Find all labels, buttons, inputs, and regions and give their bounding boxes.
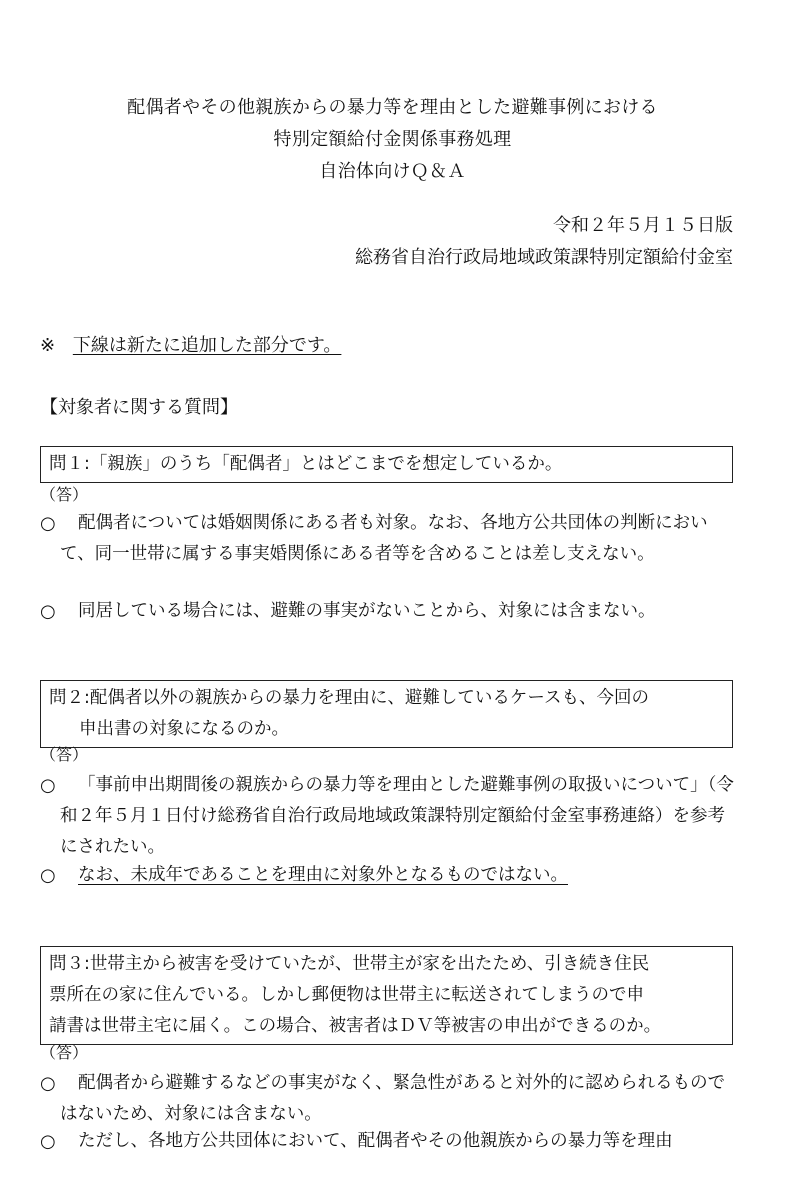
issuing-office: 総務省自治行政局地域政策課特別定額給付金室 — [355, 247, 733, 268]
question-2-line-1: 問２:配偶者以外の親族からの暴力を理由に、避難しているケースも、今回の — [49, 688, 650, 708]
answer-2-1 — [40, 770, 740, 863]
bullet-circle-icon: ○ — [40, 865, 56, 886]
section-heading: 【対象者に関する質問】 — [40, 397, 238, 418]
answer-1-1 — [40, 508, 740, 570]
question-box-1 — [40, 446, 733, 483]
answer-1-2 — [40, 596, 740, 627]
underline-note — [40, 334, 341, 358]
question-3-line-3: 請書は世帯主宅に届く。この場合、被害者はＤＶ等被害の申出ができるのか。 — [49, 1016, 662, 1036]
question-3-line-2: 票所在の家に住んでいる。しかし郵便物は世帯主に転送されてしまうので申 — [49, 985, 644, 1005]
bullet-circle-icon: ○ — [40, 1131, 56, 1152]
bullet-circle-icon: ○ — [40, 601, 56, 622]
question-box-2 — [40, 680, 733, 748]
answer-label-1: （答） — [40, 485, 89, 504]
question-box-3 — [40, 946, 733, 1045]
answer-1-1-text: 配偶者については婚姻関係にある者も対象。なお、各地方公共団体の判断において、同一世帯に属する事実婚関係にある者等を含めることは差し支えない。 — [60, 513, 708, 564]
version-date: 令和２年５月１５日版 — [553, 215, 733, 236]
bullet-circle-icon: ○ — [40, 775, 56, 796]
answer-3-2-text: ただし、各地方公共団体において、配偶者やその他親族からの暴力等を理由 — [78, 1131, 673, 1151]
answer-3-1-text: 配偶者から避難するなどの事実がなく、緊急性があると対外的に認められるものではないため、対象には含まない。 — [60, 1073, 726, 1124]
answer-2-1-text: 「事前申出期間後の親族からの暴力等を理由とした避難事例の取扱いについて」（令和２年５月１日付け総務省自治行政局地域政策課特別定額給付金室事務連絡）を参考にされたい。 — [60, 775, 734, 857]
title-line-1: 配偶者やその他親族からの暴力等を理由とした避難事例における — [127, 97, 658, 118]
question-3-line-1: 問３:世帯主から被害を受けていたが、世帯主が家を出たため、引き続き住民 — [49, 954, 650, 974]
answer-label-2: （答） — [40, 745, 89, 764]
title-line-3: 自治体向けＱ＆Ａ — [319, 161, 466, 182]
answer-2-2 — [40, 860, 740, 891]
bullet-circle-icon: ○ — [40, 513, 56, 534]
bullet-circle-icon: ○ — [40, 1073, 56, 1094]
answer-3-1 — [40, 1068, 740, 1130]
title-line-2: 特別定額給付金関係事務処理 — [273, 129, 512, 150]
answer-3-2 — [40, 1126, 740, 1157]
answer-1-2-text: 同居している場合には、避難の事実がないことから、対象には含まない。 — [78, 601, 656, 621]
answer-2-2-text: なお、未成年であることを理由に対象外となるものではない。 — [78, 865, 568, 885]
note-text: 下線は新たに追加した部分です。 — [72, 335, 342, 356]
note-mark: ※ — [40, 335, 56, 356]
question-2-line-2: 申出書の対象になるのか。 — [79, 719, 289, 739]
answer-label-3: （答） — [40, 1043, 89, 1062]
question-1-text: 問１:「親族」のうち「配偶者」とはどこまでを想定しているか。 — [49, 454, 563, 474]
